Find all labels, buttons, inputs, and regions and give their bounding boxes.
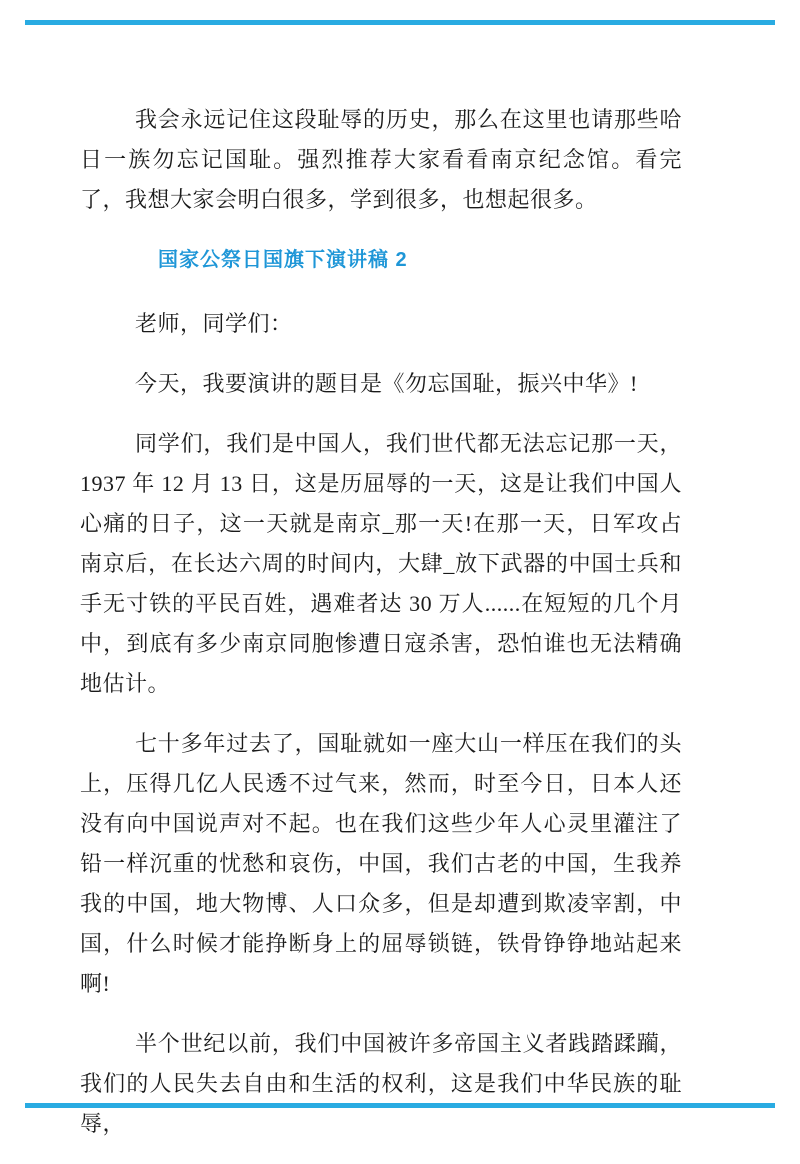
paragraph-reflection: 七十多年过去了，国耻就如一座大山一样压在我们的头上，压得几亿人民透不过气来，然而，时至今日，日本人还没有向中国说声对不起。也在我们这些少年人心灵里灌注了铅一样沉重的忧愁和哀伤，中国，我们古老的中国，生我养我的中国，地大物博、人口众多，但是却遭到欺凌宰割，中国，什么时候才能挣断身上的屈辱锁链，铁骨铮铮地站起来啊! [80, 731, 682, 996]
top-divider-rule [25, 20, 775, 25]
document-body [80, 100, 682, 1164]
section-heading: 国家公祭日国旗下演讲稿 2 [158, 249, 408, 271]
paragraph-topic: 今天，我要演讲的题目是《勿忘国耻，振兴中华》! [135, 371, 638, 396]
intro-paragraph: 我会永远记住这段耻辱的历史，那么在这里也请那些哈日一族勿忘记国耻。强烈推荐大家看看南京纪念馆。看完了，我想大家会明白很多，学到很多，也想起很多。 [80, 107, 682, 212]
paragraph-history: 同学们，我们是中国人，我们世代都无法忘记那一天，1937 年 12 月 13 日，这是历屈辱的一天，这是让我们中国人心痛的日子，这一天就是南京_那一天!在那一天，日军攻占南京后，在长达六周的时间内，大肆_放下武器的中国士兵和手无寸铁的平民百姓，遇难者达 30 万人......在短短的几个月中，到底有多少南京同胞惨遭日寇杀害，恐怕谁也无法精确地估计。 [80, 431, 682, 696]
paragraph-closing: 半个世纪以前，我们中国被许多帝国主义者践踏蹂躏，我们的人民失去自由和生活的权利，这是我们中华民族的耻辱， [80, 1031, 682, 1136]
paragraph-salutation: 老师，同学们： [135, 311, 293, 336]
bottom-divider-rule [25, 1103, 775, 1108]
